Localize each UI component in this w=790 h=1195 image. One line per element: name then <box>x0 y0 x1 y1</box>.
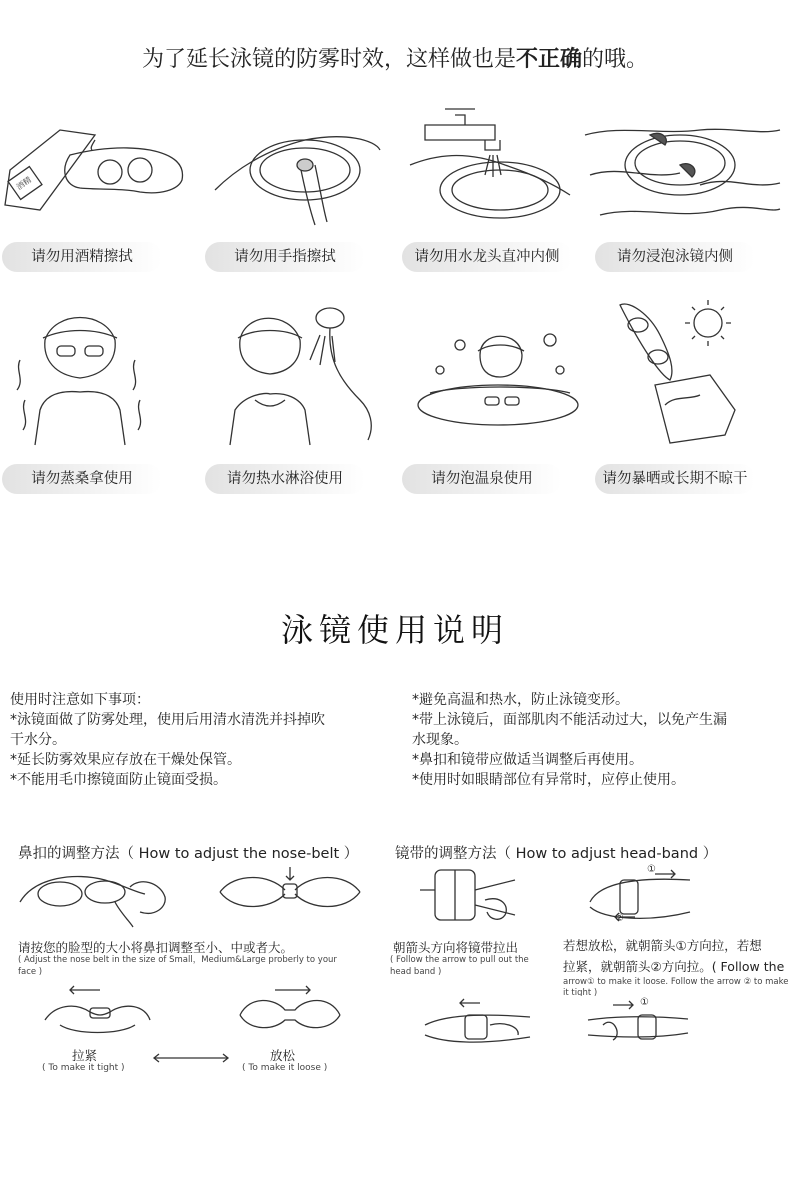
head-band-pull-en-2: head band ) <box>390 967 442 977</box>
head-band-adjust-en-2: it tight ) <box>563 988 598 996</box>
nose-instruction-en-1: ( Adjust the nose belt in the size of Small，Medium&Large proberly to your <box>18 955 337 965</box>
note-line: *泳镜面做了防雾处理，使用后用清水清洗并抖掉吹 <box>10 712 325 728</box>
header-text-prefix: 为了延长泳镜的防雾时效，这样做也是 <box>141 47 516 72</box>
diagram-nose-loose <box>235 980 345 1045</box>
warning-label-soak: 请勿浸泡泳镜内侧 <box>595 242 755 272</box>
diagram-head-band-pull <box>415 860 525 935</box>
header-note <box>0 42 790 73</box>
warning-label-hot-spring: 请勿泡温泉使用 <box>402 464 562 494</box>
bottle-label: 酒精 <box>14 175 34 192</box>
note-line: *延长防雾效果应存放在干燥处保管。 <box>10 752 241 768</box>
loose-label-cn: 放松 <box>270 1048 296 1063</box>
diagram-nose-belt-1 <box>15 862 175 932</box>
header-text-suffix: 的哦。 <box>582 47 649 72</box>
notes-right <box>412 690 790 790</box>
diagram-head-band-3 <box>420 995 535 1050</box>
diagram-nose-belt-2 <box>215 862 365 932</box>
illustration-hot-spring <box>410 315 585 450</box>
illustration-sun-exposure <box>600 295 765 450</box>
head-band-adjust-text <box>563 936 790 996</box>
diagram-head-band-adjust <box>580 862 700 927</box>
diagram-head-band-4 <box>583 995 693 1050</box>
note-line: *鼻扣和镜带应做适当调整后再使用。 <box>412 752 643 768</box>
mark-2: ② <box>615 913 624 924</box>
warning-label-sun: 请勿暴晒或长期不晾干 <box>595 464 755 494</box>
nose-instruction-cn: 请按您的脸型的大小将鼻扣调整至小、中或者大。 <box>18 940 294 955</box>
head-band-adjust-en-1: arrow① to make it loose. Follow the arrow ② to make <box>563 977 789 987</box>
head-band-pull-cn: 朝箭头方向将镜带拉出 <box>393 940 519 955</box>
note-line: *不能用毛巾擦镜面防止镜面受损。 <box>10 772 227 788</box>
illustration-soak <box>580 105 785 240</box>
note-line: *带上泳镜后，面部肌肉不能活动过大，以免产生漏 <box>412 712 727 728</box>
warning-label-finger: 请勿用手指擦拭 <box>205 242 365 272</box>
note-line: 干水分。 <box>10 732 66 748</box>
loose-label-en: ( To make it loose ) <box>242 1063 328 1073</box>
head-band-pull-en-1: ( Follow the arrow to pull out the <box>390 955 529 965</box>
header-text-bold: 不正确 <box>515 47 582 72</box>
nose-belt-heading: 鼻扣的调整方法（ How to adjust the nose-belt ） <box>18 846 359 862</box>
illustration-alcohol-wipe <box>0 110 190 240</box>
diagram-nose-tight <box>40 980 155 1045</box>
tight-label-en: ( To make it tight ) <box>42 1063 125 1073</box>
head-band-adjust-cn-1: 若想放松，就朝箭头①方向拉，若想 <box>563 938 762 953</box>
note-line: *避免高温和热水，防止泳镜变形。 <box>412 692 629 708</box>
illustration-sauna <box>5 300 165 450</box>
note-line: 水现象。 <box>412 732 468 748</box>
warning-label-faucet: 请勿用水龙头直冲内侧 <box>402 242 572 272</box>
illustration-hot-shower <box>210 300 385 450</box>
warning-label-sauna: 请勿蒸桑拿使用 <box>2 464 162 494</box>
head-band-heading: 镜带的调整方法（ How to adjust head-band ） <box>395 846 718 862</box>
section-title: 泳镜使用说明 <box>280 611 509 649</box>
warning-label-alcohol: 请勿用酒精擦拭 <box>2 242 162 272</box>
notes-left <box>10 690 325 790</box>
nose-instruction-en-2: face ) <box>18 967 43 977</box>
warning-label-shower: 请勿热水淋浴使用 <box>205 464 365 494</box>
illustration-finger-wipe <box>205 110 385 240</box>
tight-label-cn: 拉紧 <box>72 1048 98 1063</box>
head-band-adjust-cn-2: 拉紧，就朝箭头②方向拉。( Follow the <box>563 959 785 974</box>
double-arrow <box>152 1048 230 1058</box>
mark-1-bottom: ① <box>640 997 649 1008</box>
note-line: *使用时如眼睛部位有异常时，应停止使用。 <box>412 772 685 788</box>
note-line: 使用时注意如下事项： <box>10 692 150 708</box>
illustration-faucet-rinse <box>405 95 585 240</box>
mark-1: ① <box>647 864 656 875</box>
